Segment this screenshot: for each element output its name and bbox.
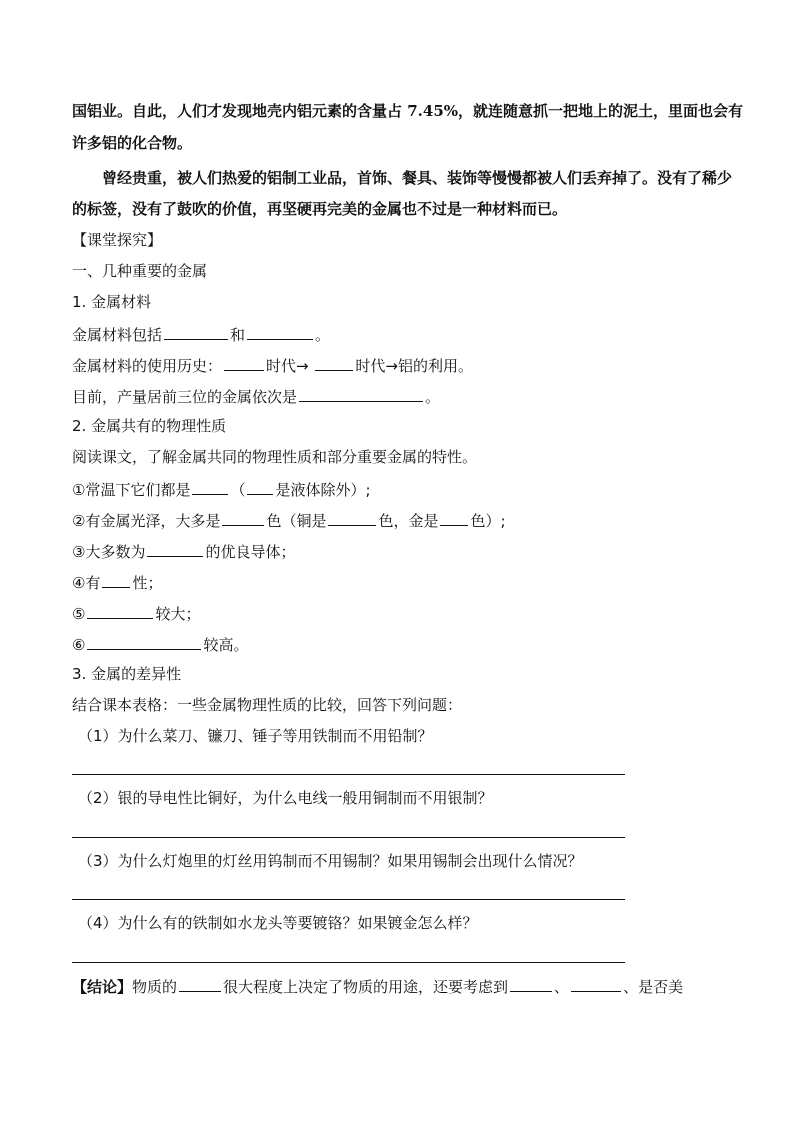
blank-field[interactable] [571, 975, 621, 992]
fill-line-history [72, 354, 473, 376]
intro-paragraph-2-line-1: 曾经贵重，被人们热爱的铝制工业品，首饰、餐具、装饰等慢慢都被人们丢弃掉了。没有了稀少 [102, 169, 733, 187]
question-4: （4）为什么有的铁制如水龙头等要镀铬？如果镀金怎么样？ [78, 914, 478, 932]
text: 。 [425, 388, 441, 406]
text: 很大程度上决定了物质的用途，还要考虑到 [223, 978, 509, 996]
text: 性； [132, 574, 163, 592]
intro-paragraph-1-line-1: 国铝业。自此，人们才发现地壳内铝元素的含量占 7.45%，就连随意抓一把地上的泥土，里面也会有 [72, 102, 744, 120]
blank-field[interactable] [102, 571, 130, 588]
question-1: （1）为什么菜刀、镰刀、锤子等用铁制而不用铅制？ [78, 727, 433, 745]
text: 物质的 [132, 978, 178, 996]
question-2: （2）银的导电性比铜好，为什么电线一般用铜制而不用银制？ [78, 789, 493, 807]
blank-field[interactable] [192, 478, 228, 495]
text: 色）; [470, 512, 506, 530]
subsection-intro-2: 阅读课文，了解金属共同的物理性质和部分重要金属的特性。 [72, 448, 478, 466]
blank-field[interactable] [510, 975, 552, 992]
intro-paragraph-2-line-2: 的标签，没有了鼓吹的价值，再坚硬再完美的金属也不过是一种材料而已。 [72, 200, 568, 218]
fill-line-top-three [72, 385, 440, 407]
section-title: 【课堂探究】 [72, 231, 163, 249]
text: 。 [315, 326, 331, 344]
part-heading: 一、几种重要的金属 [72, 262, 208, 280]
text: 色，金是 [378, 512, 439, 530]
blank-field[interactable] [179, 975, 221, 992]
property-item-2 [72, 509, 506, 531]
subsection-intro-3: 结合课本表格：一些金属物理性质的比较，回答下列问题： [72, 696, 463, 714]
text: 和 [230, 326, 246, 344]
blank-field[interactable] [87, 602, 153, 619]
blank-field[interactable] [164, 323, 228, 340]
blank-field[interactable] [247, 478, 273, 495]
property-item-6 [72, 633, 248, 655]
blank-field[interactable] [87, 633, 201, 650]
text: ①常温下它们都是 [72, 481, 191, 499]
conclusion-label: 【结论】 [72, 978, 133, 996]
answer-line-4[interactable] [72, 962, 625, 963]
subsection-heading-2: 2. 金属共有的物理性质 [72, 417, 227, 435]
property-item-5 [72, 602, 200, 624]
answer-line-2[interactable] [72, 837, 625, 838]
text: ④有 [72, 574, 101, 592]
conclusion-line [72, 975, 683, 997]
text: ⑥ [72, 636, 86, 654]
text: 色（铜是 [266, 512, 327, 530]
property-item-1 [72, 478, 371, 500]
blank-field[interactable] [224, 354, 264, 371]
answer-line-3[interactable] [72, 899, 625, 900]
text: ②有金属光泽，大多是 [72, 512, 221, 530]
answer-line-1[interactable] [72, 774, 625, 775]
question-3: （3）为什么灯炮里的灯丝用钨制而不用锡制？如果用锡制会出现什么情况？ [78, 852, 583, 870]
text: 目前，产量居前三位的金属依次是 [72, 388, 298, 406]
blank-field[interactable] [315, 354, 353, 371]
text: 的优良导体； [205, 543, 296, 561]
blank-field[interactable] [147, 540, 203, 557]
intro-paragraph-1-line-2: 许多铝的化合物。 [72, 134, 193, 152]
blank-field[interactable] [328, 509, 376, 526]
fill-line-materials [72, 323, 330, 345]
text: 较高。 [203, 636, 249, 654]
blank-field[interactable] [440, 509, 468, 526]
text: 金属材料包括 [72, 326, 163, 344]
text: 时代→铝的利用。 [355, 357, 473, 375]
text: 是液体除外）; [275, 481, 371, 499]
text: ③大多数为 [72, 543, 146, 561]
text: 、是否美 [623, 978, 684, 996]
text: 金属材料的使用历史： [72, 357, 223, 375]
property-item-3 [72, 540, 295, 562]
blank-field[interactable] [222, 509, 264, 526]
text: ⑤ [72, 605, 86, 623]
property-item-4 [72, 571, 162, 593]
text: 时代→ [266, 357, 309, 375]
text: 、 [554, 978, 570, 996]
blank-field[interactable] [299, 385, 423, 402]
subsection-heading-3: 3. 金属的差异性 [72, 665, 182, 683]
text: 较大； [155, 605, 201, 623]
blank-field[interactable] [247, 323, 313, 340]
subsection-heading-1: 1. 金属材料 [72, 293, 152, 311]
text: （ [230, 481, 246, 499]
